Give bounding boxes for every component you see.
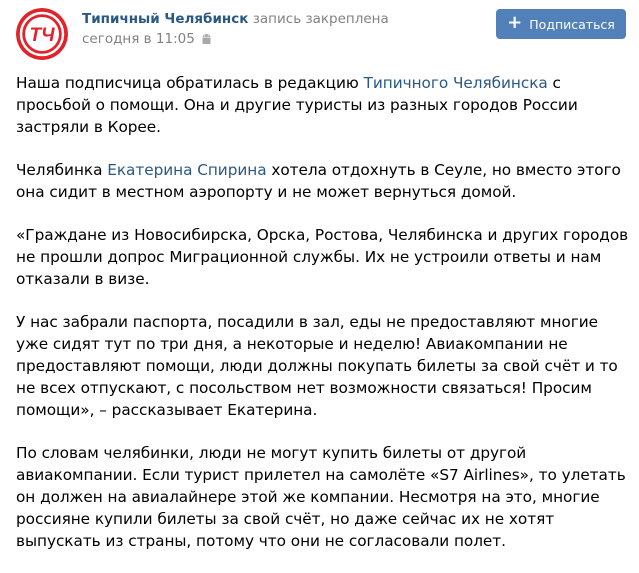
paragraph-2-text-a: Челябинка xyxy=(16,161,108,179)
plus-icon: + xyxy=(507,12,523,33)
paragraph-1-text-b: с просьбой о помощи. Она и другие туристы из разных городов России застряли в Корее. xyxy=(16,74,578,136)
svg-text:ТЧ: ТЧ xyxy=(29,25,55,46)
android-icon xyxy=(201,32,212,50)
paragraph-1 xyxy=(16,72,631,138)
post-header xyxy=(82,10,389,28)
paragraph-3: «Граждане из Новосибирска, Орска, Ростова, Челябинска и других городов не прошли допрос Миграционной службы. Их не устроили ответы и нам отказали в визе. xyxy=(16,226,629,288)
subscribe-button[interactable] xyxy=(496,9,626,39)
paragraph-5: По словам челябинки, люди не могут купить билеты от другой авиакомпании. Если турист прилетел на самолёте «S7 Airlines», то улетать он должен на авиалайнере этой же компании. Несмотря на это, многие россияне купили билеты за свой счёт, но даже сейчас их не хотят выпускать из страны, потому что они не согласовали полет. xyxy=(16,444,626,550)
avatar-logo xyxy=(16,8,68,60)
author-name[interactable]: Типичный Челябинск xyxy=(82,11,249,27)
avatar[interactable] xyxy=(16,8,68,60)
paragraph-4: У нас забрали паспорта, посадили в зал, еды не предоставляют многие уже сидят тут по три дня, а некоторые и неделю! Авиакомпании не предоставляют помощи, люди должны покупать билеты за свой счёт и то не всех отпускают, с посольством нет возможности связаться! Просим помощи», – рассказывает Екатерина. xyxy=(16,313,618,419)
pinned-label: запись закреплена xyxy=(252,11,389,27)
paragraph-2-text-b: хотела отдохнуть в Сеуле, но вместо этого она сидит в местном аэропорту и не может вернуться домой. xyxy=(16,161,621,201)
paragraph-2 xyxy=(16,159,631,203)
group-link[interactable]: Типичного Челябинска xyxy=(363,74,548,92)
post-timestamp[interactable]: сегодня в 11:05 xyxy=(82,31,195,47)
paragraph-1-text-a: Наша подписчица обратилась в редакцию xyxy=(16,74,364,92)
post-text xyxy=(16,72,631,573)
post-time xyxy=(82,30,212,50)
subscribe-label: Подписаться xyxy=(529,16,615,32)
person-link[interactable]: Екатерина Спирина xyxy=(107,161,267,179)
